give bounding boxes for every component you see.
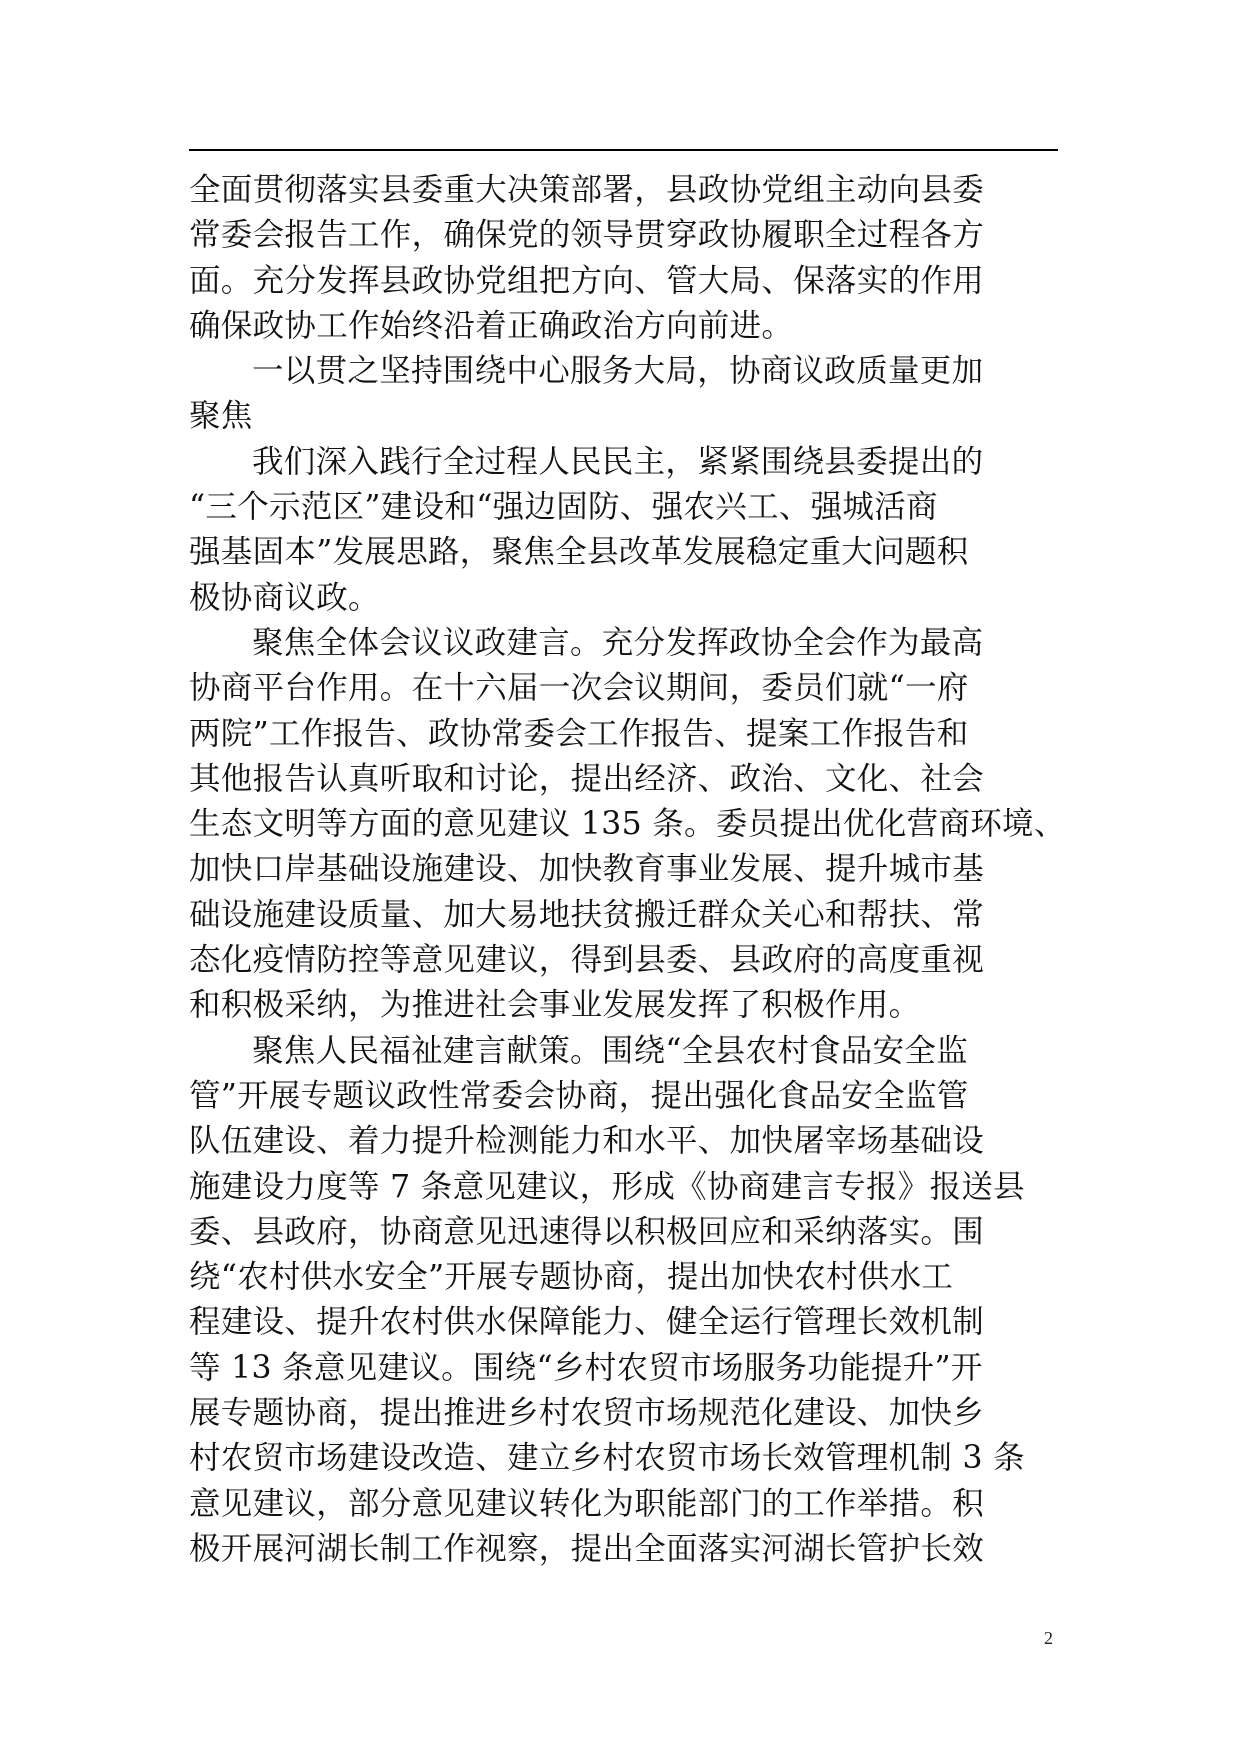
header-rule — [189, 149, 1058, 151]
text-line: 聚焦人民福祉建言献策。围绕“全县农村食品安全监 — [252, 1032, 969, 1069]
paragraph — [189, 440, 1060, 621]
text-line: 意见建议，部分意见建议转化为职能部门的工作举措。积 — [189, 1485, 985, 1522]
text-line: 确保政协工作始终沿着正确政治方向前进。 — [189, 307, 794, 344]
text-line: 面。充分发挥县政协党组把方向、管大局、保落实的作用 — [189, 262, 985, 299]
text-line: 绕“农村供水安全”开展专题协商，提出加快农村供水工 — [189, 1259, 954, 1296]
document-body — [189, 168, 1066, 1572]
text-line: 委、县政府，协商意见迅速得以积极回应和采纳落实。围 — [189, 1213, 985, 1250]
text-line: 两院”工作报告、政协常委会工作报告、提案工作报告和 — [189, 715, 969, 752]
text-line: 我们深入践行全过程人民民主，紧紧围绕县委提出的 — [252, 443, 984, 480]
text-line: 态化疫情防控等意见建议，得到县委、县政府的高度重视 — [189, 942, 985, 979]
text-line: 村农贸市场建设改造、建立乡村农贸市场长效管理机制 3 条 — [189, 1440, 1025, 1477]
text-line: 和积极采纳，为推进社会事业发展发挥了积极作用。 — [189, 987, 921, 1024]
text-line: 极开展河湖长制工作视察，提出全面落实河湖长管护长效 — [189, 1530, 985, 1567]
text-line: 常委会报告工作，确保党的领导贯穿政协履职全过程各方 — [189, 217, 985, 254]
text-line: 程建设、提升农村供水保障能力、健全运行管理长效机制 — [189, 1304, 985, 1341]
text-line: 展专题协商，提出推进乡村农贸市场规范化建设、加快乡 — [189, 1395, 985, 1432]
paragraph — [189, 621, 1066, 1029]
page-number: 2 — [1044, 1628, 1053, 1648]
text-line: 极协商议政。 — [189, 579, 380, 616]
text-line: 其他报告认真听取和讨论，提出经济、政治、文化、社会 — [189, 760, 985, 797]
text-line: 队伍建设、着力提升检测能力和水平、加快屠宰场基础设 — [189, 1123, 985, 1160]
text-line: 强基固本”发展思路，聚焦全县改革发展稳定重大问题积 — [189, 534, 969, 571]
paragraph — [189, 349, 1060, 440]
paragraph — [189, 1029, 1060, 1573]
text-line: 加快口岸基础设施建设、加快教育事业发展、提升城市基 — [189, 851, 985, 888]
text-line: 一以贯之坚持围绕中心服务大局，协商议政质量更加 — [252, 353, 984, 390]
text-line: 施建设力度等 7 条意见建议，形成《协商建言专报》报送县 — [189, 1168, 1025, 1205]
text-line: 聚焦 — [189, 398, 253, 435]
paragraph — [189, 168, 1060, 349]
text-line: 等 13 条意见建议。围绕“乡村农贸市场服务功能提升”开 — [189, 1349, 983, 1386]
text-line: “三个示范区”建设和“强边固防、强农兴工、强城活商 — [189, 489, 938, 526]
text-line: 础设施建设质量、加大易地扶贫搬迁群众关心和帮扶、常 — [189, 896, 985, 933]
text-line: 聚焦全体会议议政建言。充分发挥政协全会作为最高 — [252, 624, 984, 661]
text-line: 生态文明等方面的意见建议 135 条。委员提出优化营商环境、 — [189, 806, 1066, 843]
text-line: 管”开展专题议政性常委会协商，提出强化食品安全监管 — [189, 1077, 969, 1114]
text-line: 协商平台作用。在十六届一次会议期间，委员们就“一府 — [189, 670, 969, 707]
text-line: 全面贯彻落实县委重大决策部署，县政协党组主动向县委 — [189, 172, 985, 208]
